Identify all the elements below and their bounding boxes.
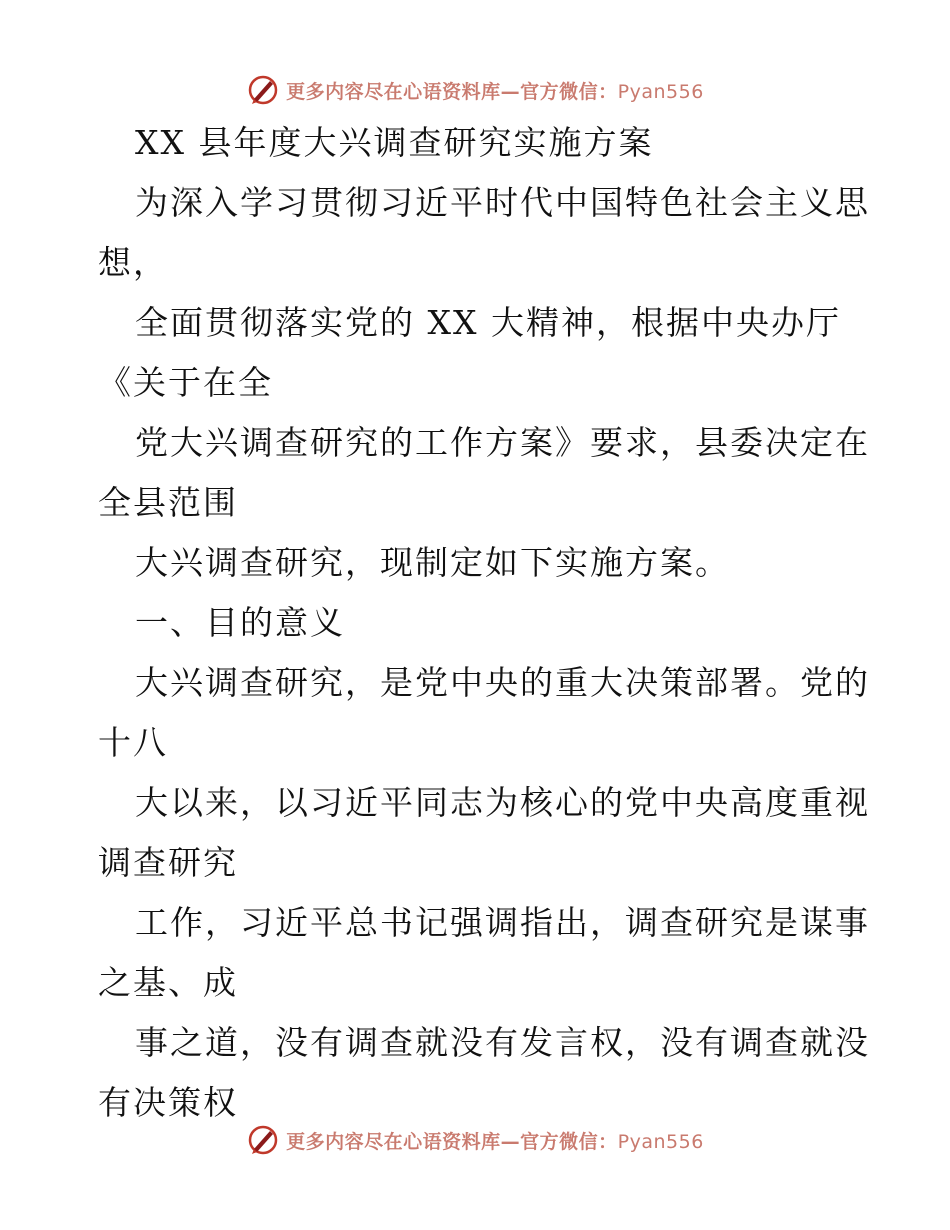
- section-heading: 一、目的意义: [135, 603, 345, 642]
- paragraph-line: 想，: [98, 243, 168, 282]
- paragraph-line: 大兴调查研究，现制定如下实施方案。: [135, 543, 730, 582]
- watermark-banner-top: [0, 70, 950, 110]
- watermark-banner-bottom: [0, 1120, 950, 1160]
- paragraph-line: 《关于在全: [98, 363, 273, 402]
- paragraph-line: 工作，习近平总书记强调指出，调查研究是谋事: [135, 903, 870, 942]
- paragraph-line: 调查研究: [98, 843, 238, 882]
- paragraph-line: 之基、成: [98, 963, 238, 1002]
- paragraph-line: 十八: [98, 723, 168, 762]
- paragraph-line: 党大兴调查研究的工作方案》要求，县委决定在: [135, 423, 870, 462]
- document-title: XX 县年度大兴调查研究实施方案: [135, 123, 654, 162]
- paragraph-line: 全面贯彻落实党的 XX 大精神，根据中央办厅: [135, 303, 841, 342]
- pen-logo-icon: [246, 1123, 280, 1157]
- watermark-text: 更多内容尽在心语资料库—官方微信：Pyan556: [286, 1130, 704, 1153]
- watermark-text: 更多内容尽在心语资料库—官方微信：Pyan556: [286, 80, 704, 103]
- paragraph-line: 为深入学习贯彻习近平时代中国特色社会主义思: [135, 183, 870, 222]
- watermark-handle: Pyan556: [617, 1130, 704, 1153]
- pen-logo-icon: [246, 73, 280, 107]
- paragraph-line: 事之道，没有调查就没有发言权，没有调查就没: [135, 1023, 870, 1062]
- paragraph-line: 有决策权: [98, 1083, 238, 1122]
- paragraph-line: 大兴调查研究，是党中央的重大决策部署。党的: [135, 663, 870, 702]
- paragraph-line: 全县范围: [98, 483, 238, 522]
- paragraph-line: 大以来，以习近平同志为核心的党中央高度重视: [135, 783, 870, 822]
- watermark-handle: Pyan556: [617, 80, 704, 103]
